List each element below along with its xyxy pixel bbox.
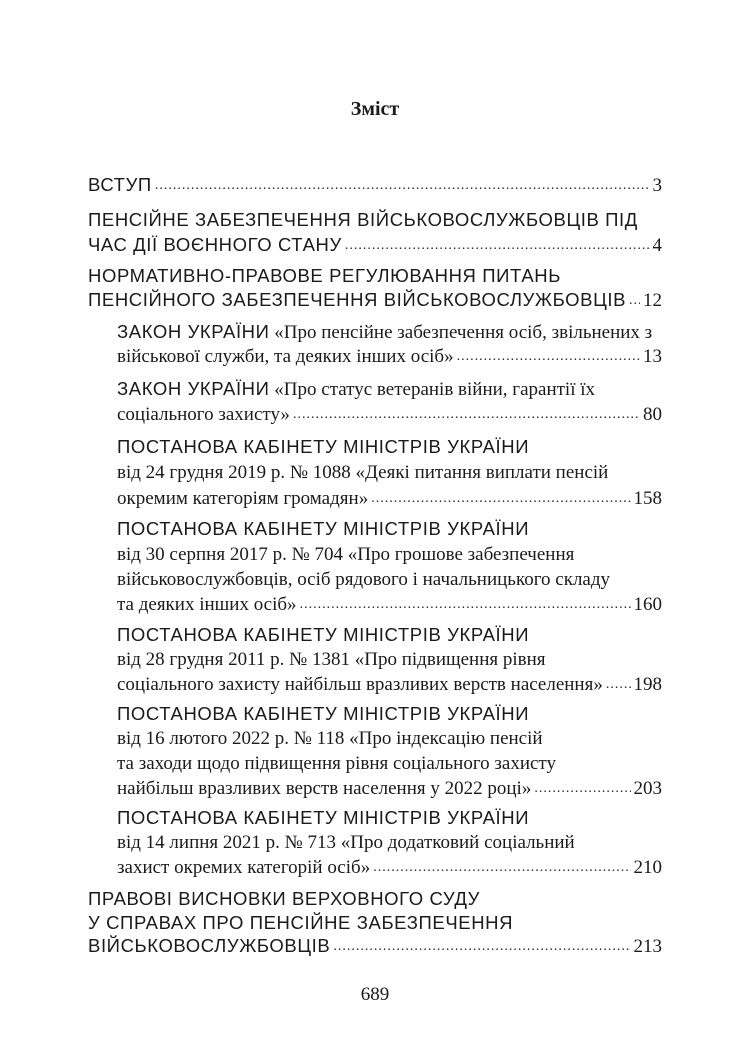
toc-subentry-title: від 14 липня 2021 р. № 713 «Про додатковий соціальний <box>117 832 575 853</box>
toc-entry-title: та деяких інших осіб» <box>117 594 297 615</box>
toc-subentry-title[interactable] <box>117 377 595 402</box>
toc-entry-title: соціального захисту найбільш вразливих верств населення» <box>117 674 603 695</box>
toc-entry-supreme-court[interactable] <box>88 934 662 961</box>
toc-entry-title: У СПРАВАХ ПРО ПЕНСІЙНЕ ЗАБЕЗПЕЧЕННЯ <box>88 912 514 933</box>
toc-subentry-resolution-713[interactable] <box>117 856 662 882</box>
toc-entry-title: соціального захисту» <box>117 404 290 425</box>
toc-subentry-resolution-704[interactable] <box>117 593 662 619</box>
toc-entry-title: ЧАС ДІЇ ВОЄННОГО СТАНУ <box>88 234 342 255</box>
toc-subentry-title: та заходи щодо підвищення рівня соціального захисту <box>117 753 556 774</box>
dot-leader <box>155 174 650 198</box>
toc-subentry-resolution-1088[interactable] <box>117 487 662 513</box>
toc-subentry-title: від 28 грудня 2011 р. № 1381 «Про підвищення рівня <box>117 649 546 670</box>
toc-entry-title[interactable]: ПРАВОВІ ВИСНОВКИ ВЕРХОВНОГО СУДУ <box>88 888 481 909</box>
law-heading: ЗАКОН УКРАЇНИ <box>117 321 270 342</box>
toc-page-number: 210 <box>633 857 662 878</box>
toc-entry-title: окремим категоріям громадян» <box>117 488 369 509</box>
toc-subentry-title[interactable] <box>117 320 652 345</box>
toc-subentry-heading[interactable]: ПОСТАНОВА КАБІНЕТУ МІНІСТРІВ УКРАЇНИ <box>117 624 530 645</box>
toc-page-number: 4 <box>652 235 662 256</box>
toc-subentry-title: військовослужбовців, осіб рядового і начальницького складу <box>117 569 611 590</box>
toc-page-number: 203 <box>633 778 662 799</box>
toc-page-number: 198 <box>633 674 662 695</box>
dot-leader <box>371 487 630 511</box>
toc-subentry-law-veterans[interactable] <box>117 403 662 429</box>
toc-page-number: 13 <box>643 346 662 367</box>
dot-leader <box>606 673 631 697</box>
dot-leader <box>293 403 640 427</box>
toc-subentry-heading[interactable]: ПОСТАНОВА КАБІНЕТУ МІНІСТРІВ УКРАЇНИ <box>117 436 530 457</box>
toc-page-number: 80 <box>643 404 662 425</box>
page-number: 689 <box>360 984 390 1005</box>
toc-entry-intro[interactable] <box>88 173 662 200</box>
toc-subentry-title: від 30 серпня 2017 р. № 704 «Про грошове забезпечення <box>117 544 575 565</box>
toc-page-number: 12 <box>643 290 662 311</box>
dot-leader <box>457 345 640 369</box>
law-heading: ЗАКОН УКРАЇНИ <box>117 378 270 399</box>
toc-page-number: 213 <box>633 936 662 957</box>
dot-leader <box>300 593 631 617</box>
toc-subentry-title: від 24 грудня 2019 р. № 1088 «Деякі питання виплати пенсій <box>117 462 609 483</box>
toc-subentry-resolution-118[interactable] <box>117 777 662 803</box>
toc-subentry-title: від 16 лютого 2022 р. № 118 «Про індексацію пенсій <box>117 728 543 749</box>
toc-entry-title[interactable]: НОРМАТИВНО-ПРАВОВЕ РЕГУЛЮВАННЯ ПИТАНЬ <box>88 265 561 286</box>
toc-entry-title: захист окремих категорій осіб» <box>117 857 371 878</box>
toc-subentry-heading[interactable]: ПОСТАНОВА КАБІНЕТУ МІНІСТРІВ УКРАЇНИ <box>117 518 530 539</box>
toc-page-number: 3 <box>652 175 662 196</box>
toc-entry-title: найбільш вразливих верств населення у 2022 році» <box>117 778 532 799</box>
toc-subentry-heading[interactable]: ПОСТАНОВА КАБІНЕТУ МІНІСТРІВ УКРАЇНИ <box>117 703 530 724</box>
toc-entry-title: військової служби, та деяких інших осіб» <box>117 346 454 367</box>
dot-leader <box>534 777 630 801</box>
toc-subentry-resolution-1381[interactable] <box>117 673 662 699</box>
toc-entry-title[interactable]: ПЕНСІЙНЕ ЗАБЕЗПЕЧЕННЯ ВІЙСЬКОВОСЛУЖБОВЦІВ ПІД <box>88 209 638 230</box>
toc-entry-title: ПЕНСІЙНОГО ЗАБЕЗПЕЧЕННЯ ВІЙСЬКОВОСЛУЖБОВЦІВ <box>88 289 627 310</box>
toc-subentry-law-pension[interactable] <box>117 345 662 371</box>
page-title: Зміст <box>350 98 400 120</box>
law-title: «Про статус ветеранів війни, гарантії їх <box>274 379 596 400</box>
toc-entry-pension-martial-law[interactable] <box>88 233 662 260</box>
dot-leader <box>629 289 640 313</box>
law-title: «Про пенсійне забезпечення осіб, звільнених з <box>274 322 653 343</box>
dot-leader <box>373 856 630 880</box>
toc-page-number: 160 <box>633 594 662 615</box>
toc-entry-title: ВІЙСЬКОВОСЛУЖБОВЦІВ <box>88 935 331 956</box>
toc-entry-regulation[interactable] <box>88 288 662 315</box>
toc-subentry-heading[interactable]: ПОСТАНОВА КАБІНЕТУ МІНІСТРІВ УКРАЇНИ <box>117 807 530 828</box>
toc-entry-title: ВСТУП <box>88 174 152 195</box>
dot-leader <box>333 935 630 959</box>
toc-page-number: 158 <box>633 488 662 509</box>
dot-leader <box>345 234 650 258</box>
